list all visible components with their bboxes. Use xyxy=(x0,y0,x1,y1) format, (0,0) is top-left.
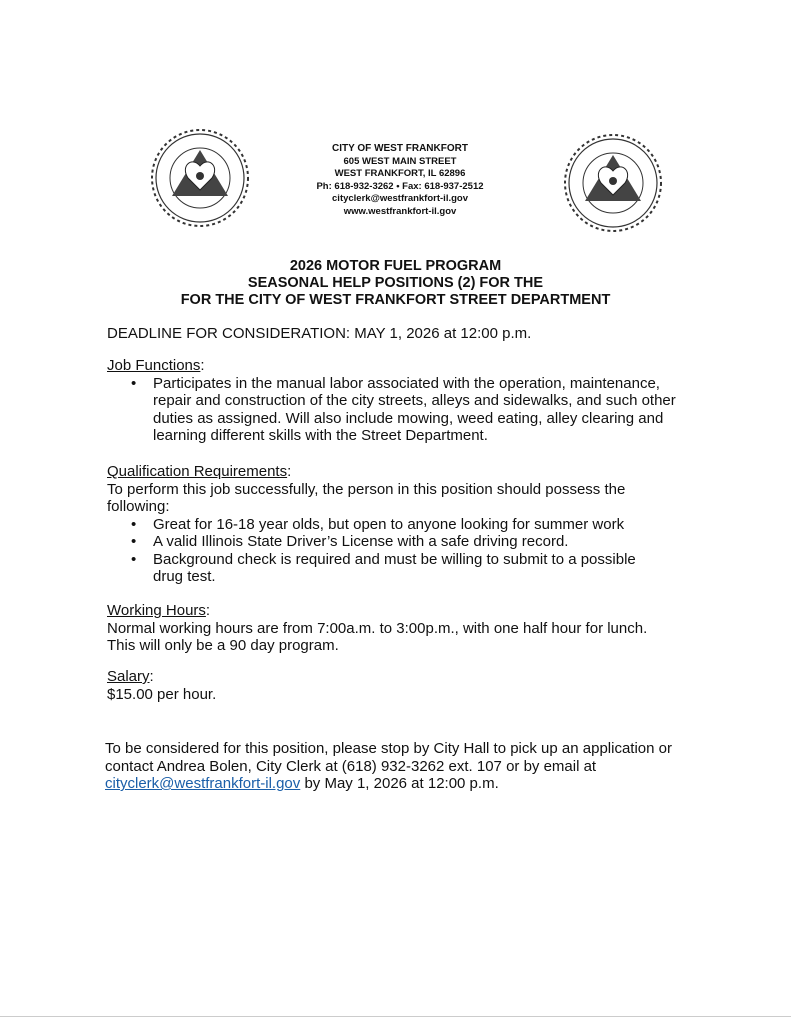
working-hours-heading: Working Hours xyxy=(107,602,206,619)
contact-text: To be considered for this position, please stop by City Hall to pick up an application or contact Andrea Bolen, City Clerk at (618) 932-3262 ext. 107 or by email at xyxy=(105,740,672,775)
title-line: FOR THE CITY OF WEST FRANKFORT STREET DEPARTMENT xyxy=(180,292,611,308)
contact-paragraph xyxy=(105,740,675,793)
letterhead-email: cityclerk@westfrankfort-il.gov xyxy=(332,193,468,204)
city-state: WEST FRANKFORT, IL 62896 xyxy=(334,168,466,179)
city-seal-right-icon xyxy=(561,131,665,235)
qualifications-section: Qualification Requirements: To perform this job successfully, the person in this position should possess the following: • Great for 16-18 year olds, but open to anyone looking for summer work • A valid Illinois State Driver’s License with a safe driving record. • Background check is required and must be willing to submit to a possible drug test. xyxy=(107,463,667,586)
street-address: 605 WEST MAIN STREET xyxy=(343,155,457,167)
title-line: SEASONAL HELP POSITIONS (2) FOR THE xyxy=(247,275,544,291)
job-functions-section: Job Functions: • Participates in the manual labor associated with the operation, maintenance, repair and construction of the city streets, alleys and sidewalks, and such other duties as assigned. Will also include mowing, weed eating, alley clearing and learning different skills with the Street Department. xyxy=(107,357,687,445)
list-item: • Great for 16-18 year olds, but open to anyone looking for summer work xyxy=(107,516,667,534)
salary-section: Salary: $15.00 per hour. xyxy=(107,668,217,703)
salary-text: $15.00 per hour. xyxy=(107,685,217,703)
list-item: • A valid Illinois State Driver’s License with a safe driving record. xyxy=(107,533,667,551)
list-item: • Participates in the manual labor associated with the operation, maintenance, repair and construction of the city streets, alleys and sidewalks, and such other duties as assigned. Will also include mowing, weed eating, alley clearing and learning different skills with the Street Department. xyxy=(107,375,687,445)
title-line: 2026 MOTOR FUEL PROGRAM xyxy=(289,258,502,274)
job-functions-heading: Job Functions xyxy=(107,357,201,374)
salary-heading: Salary xyxy=(107,668,150,685)
list-item: • Background check is required and must be willing to submit to a possible drug test. xyxy=(107,551,667,586)
qualifications-heading: Qualification Requirements xyxy=(107,463,288,480)
document-title xyxy=(0,258,791,309)
working-hours-section: Working Hours: Normal working hours are from 7:00a.m. to 3:00p.m., with one half hour for lunch. This will only be a 90 day program. xyxy=(107,602,652,655)
qualifications-intro: To perform this job successfully, the person in this position should possess the following: xyxy=(107,480,626,515)
contact-text-end: by May 1, 2026 at 12:00 p.m. xyxy=(300,775,499,792)
city-name: CITY OF WEST FRANKFORT xyxy=(332,143,468,154)
scan-edge-line xyxy=(0,1016,791,1017)
phone-fax: Ph: 618-932-3262 • Fax: 618-937-2512 xyxy=(316,180,484,192)
city-seal-left-icon xyxy=(148,126,252,230)
deadline: DEADLINE FOR CONSIDERATION: MAY 1, 2026 at 12:00 p.m. xyxy=(107,325,532,342)
working-hours-text: Normal working hours are from 7:00a.m. to 3:00p.m., with one half hour for lunch. This will only be a 90 day program. xyxy=(107,619,648,654)
letterhead xyxy=(260,143,540,218)
clerk-email-link[interactable]: cityclerk@westfrankfort-il.gov xyxy=(105,775,301,792)
letterhead-website: www.westfrankfort-il.gov xyxy=(343,205,457,217)
